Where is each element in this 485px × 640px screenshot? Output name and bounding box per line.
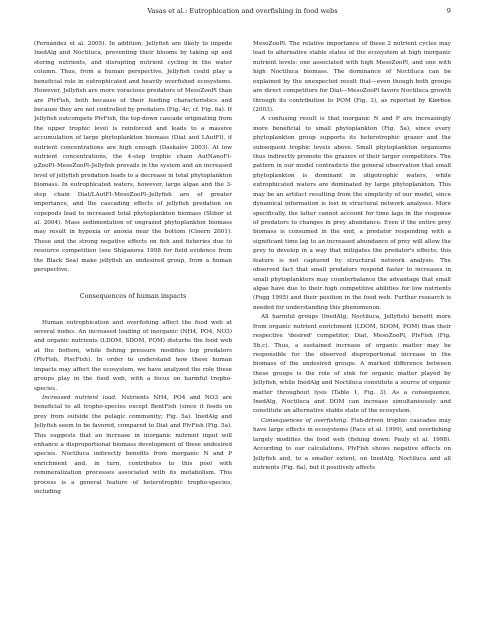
running-header xyxy=(34,7,451,21)
left-paragraph-3-lead: Increased nutrient load. xyxy=(42,394,117,401)
left-paragraph-3 xyxy=(34,394,232,498)
left-column xyxy=(34,40,232,632)
section-heading: Consequences of human impacts xyxy=(79,291,187,300)
right-paragraph-1: MesoZooPl. The relative importance of these 2 nutrient cycles may lead to alternative stable states of the ecosystem at high inorganic nutrient levels: one associated with high MesoZooPl, and one with high Noctiluca biomass. The dominance of Noctiluca can be explained by the unexpected result that—even though both groups are direct competitors for Diat—MesoZooPl favors Noctiluca growth through its contribution to POM (Fig. 3), as reported by Kiørboe (2003). xyxy=(253,41,451,113)
page-number: 9 xyxy=(446,7,451,15)
running-title: Vasas et al.: Eutrophication and overfishing in food webs xyxy=(147,7,338,15)
right-paragraph-4 xyxy=(253,417,451,474)
right-paragraph-3: All harmful groups (InedAlg, Noctiluca, Jellyfish) benefit more from organic nutrient enrichment (LDOM, SDOM, POM) than their respective 'desired' competitor, Diat, MesoZooPl, PlvFish (Fig. 5b,c). Thus, a sustained increase of organic matter may be responsible for the observed disproportional increase in the biomass of the undesired groups. A marked difference between these groups is the role of sink for organic matter played by Jellyfish, while InedAlg and Noctiluca constitute a source of organic matter throughout lysis (Table 1, Fig. 3). As a consequence, InedAlg, Noctiluca and DOM can increase simultaneously and constitute an alternative stable state of the ecosystem. xyxy=(253,314,451,415)
left-paragraph-1: (Fernández et al. 2005). In addition, Jellyfish are likely to impede InedAlg and Noctiluca, preventing their blooms by taking up and storing nutrients, and disrupting nutrient cycling in the water column. Thus, from a human perspective, Jellyfish could play a beneficial role in eutrophicated and heavily overfished ecosystems. However, Jellyfish are more voracious predators of MesoZooPl than are PlvFish, both because of their feeding characteristics and because they are not controlled by predators (Fig. 4c; cf. Fig. 6a). If Jellyfish outcompete PlvFish, the top-down cascade originating from the upper trophic level is reinforced and leads to a massive accumulation of large phytoplankton biomass (Diat and LAutFl), if nutrient concentrations are high enough (Daskalov 2003). At low nutrient concentrations, the 4-step trophic chain AutNanoFl–μZooPl–MesoZooPl–Jellyfish prevails in the system and an increased level of jellyfish predation leads to a decrease in total phytoplankton biomass. In eutrophicated waters, however, large algae and the 3-step chain Diat/LAutFl–MesoZooPl–Jellyfish are of greater importance, and the cascading effects of jellyfish predation on copepods lead to increased total phytoplankton biomass (Stibor et al. 2004). Mass sedimentation of ungrazed phytoplankton biomass may result in hypoxia or anoxia near the bottom (Cloern 2001). These and the strong negative effects on fish and fisheries due to resource competition (see Shiganova 1998 for field evidence from the Black Sea) make jellyfish an undesired group, from a human perspective. xyxy=(34,41,232,274)
left-paragraph-2: Human eutrophication and overfishing affect the food web at several nodes. An increased loading of inorganic (NH4, PO4, NO3) and organic nutrients (LDOM, SDOM, POM) disturbs the food web at the bottom, while fishing pressure modifies top predators (PlvFish, PiscFish). In order to understand how these human impacts may affect the ecosystem, we have analyzed the role these groups play in the food web, with a focus on harmful tropho-species. xyxy=(34,319,232,392)
right-paragraph-2: A confusing result is that inorganic N and P are increasingly more beneficial to small phytoplankton (Fig. 5a), since every phytoplankton group supports its heterotrophic grazer and the subsequent trophic levels above. Small phytoplankton organisms thus indirectly promote the grazers of their larger competitors. The pattern in our model contradicts the general observation that small phytoplankton is dominant in oligotrophic waters, while eutrophicated waters are dominated by large phytoplankton. This may be an artifact resulting from the simplicity of our model, since dynamical information is lost in structural network analyses. More specifically, the latter cannot account for time lags in the response of predators to changes in prey abundance. Even if the entire prey biomass is consumed in the end, a predator responding with a significant time lag to an increased abundance of prey will allow the prey to develop in a way that mitigates the predator's effects; this feature is not captured by structural network analysis. The observed fact that small predators respond faster to increases in small phytoplankters may counterbalance the advantage that small algae have due to their high competitive abilities for low nutrients (Fogg 1995) and their position in the food web. Further research is needed for understanding this phenomenon. xyxy=(253,116,451,311)
right-paragraph-4-lead: Consequences of overfishing. xyxy=(261,417,348,424)
left-paragraph-3-body: Nutrients NH4, PO4 and NO3 are beneficial to all tropho-species except BentFish (since it feeds on prey from outside the pelagic community; Fig. 5a). InedAlg and Jellyfish seem to be favored, compared to Diat and PlvFish (Fig. 5a). This suggests that an increase in inorganic nutrient input will enhance a disproportional biomass development of these undesired species. Noctiluca indirectly benefits from inorganic N and P enrichment and, in turn, contributes to this pool with remineralization processes associated with its metabolism. This process is a general feature of heterotrophic tropho-species, including xyxy=(34,394,232,496)
right-paragraph-4-body: Fish-driven trophic cascades may have large effects in ecosystems (Pace et al. 1999), and overfishing largely modifies the food web (fishing down: Pauly et al. 1998). According to our calculations, PlvFish shows negative effects on Jellyfish and, to a smaller extent, on InedAlg, Noctiluca and all nutrients (Fig. 6a), but it positively affects xyxy=(253,417,451,471)
right-column xyxy=(253,40,451,632)
